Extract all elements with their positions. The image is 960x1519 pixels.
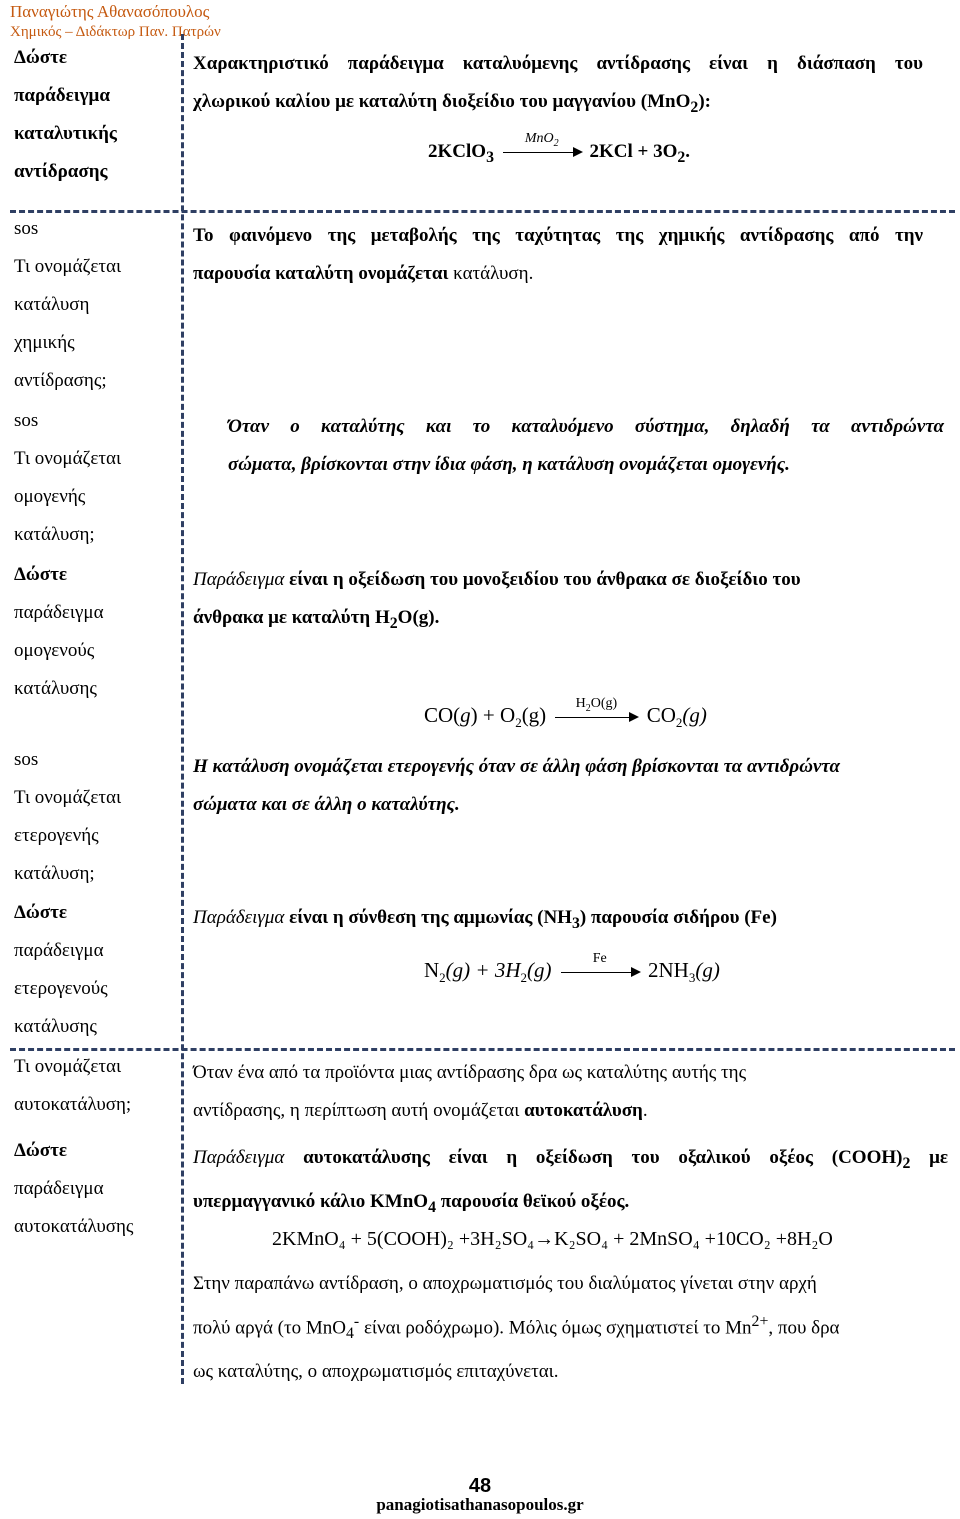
equation-co-oxidation: $CO(g) + O_2(g)$ $H_2O(g)$ $CO_2(g)$ [424,695,707,731]
answer-homogeneous-example: Παράδειγμα είναι η οξείδωση του μονοξειδίου του άνθρακα σε διοξείδιο του άνθρακα με καταλύτη $H_2O(g)$. [193,569,801,632]
footer-website: panagiotisathanasopoulos.gr [376,1495,584,1514]
answer-autocatalysis-example: Παράδειγμα αυτοκατάλυσης είναι η οξείδωση του οξαλικού οξέος $(COOH)_2$ με υπερμαγγανικό κάλιο KMnO$_4$ παρουσία θεϊκού οξέος. [193,1147,948,1216]
answer-catalytic-example: Χαρακτηριστικό παράδειγμα καταλυόμενης αντίδρασης είναι η διάσπαση του χλωρικού καλίου με καταλύτη διοξείδιο του μαγγανίου (MnO$_2$): [193,53,923,116]
author-position: Χημικός – Διδάκτωρ Παν. Πατρών [10,24,221,40]
equation-oxalic-oxidation: 2KMnO₄ + 5(COOH)₂ +3H₂SO₄→K₂SO₄ + 2MnSO₄ +10CO₂ +8H₂O [272,1228,833,1250]
equation-ammonia-synthesis: $N_2(g) + 3H_2(g)$ Fe $2NH_3(g)$ [424,950,720,986]
author-name: Παναγιώτης Αθανασόπουλος [10,2,210,21]
question-catalysis-definition: sos Τι ονομάζεται κατάλυση χημικής αντίδρασης; [14,218,122,391]
question-heterogeneous-definition: sos Τι ονομάζεται ετερογενής κατάλυση; [14,749,122,884]
page-number: 48 [468,1475,492,1497]
column-divider [181,34,184,1384]
answer-autocatalysis-definition: Όταν ένα από τα προϊόντα μιας αντίδρασης δρα ως καταλύτης αυτής της αντίδρασης, η περίπτωση αυτή ονομάζεται αυτοκατάλυση. [193,1062,747,1121]
page-header [10,2,221,42]
question-autocatalysis-definition: Τι ονομάζεται αυτοκατάλυση; [14,1056,132,1115]
question-heterogeneous-example: Δώστε παράδειγμα ετερογενούς κατάλυσης [14,902,108,1037]
answer-heterogeneous-definition: Η κατάλυση ονομάζεται ετερογενής όταν σε άλλη φάση βρίσκονται τα αντιδρώντα σώματα και σε άλλη ο καταλύτης. [193,756,841,815]
answer-autocatalysis-explanation: Στην παραπάνω αντίδραση, ο αποχρωματισμός του διαλύματος γίνεται στην αρχή πολύ αργά (το MnO$_4$- είναι ροδόχρωμο). Μόλις όμως σχηματιστεί το $Mn^{2+}$, που δρα ως καταλύτης, ο αποχρωματισμός επιταχύνεται. [193,1273,840,1383]
question-catalytic-example: Δώστε παράδειγμα καταλυτικής αντίδρασης [14,47,117,182]
answer-heterogeneous-example: Παράδειγμα είναι η σύνθεση της αμμωνίας $(NH_3)$ παρουσία σιδήρου (Fe) [193,907,777,932]
equation-kclo3-decomposition: 2KClO$_3$ MnO$_2$ $2KCl + 3O_2$. [428,131,691,166]
question-homogeneous-definition: sos Τι ονομάζεται ομογενής κατάλυση; [14,410,122,545]
answer-homogeneous-definition: Όταν ο καταλύτης και το καταλυόμενο σύστημα, δηλαδή τα αντιδρώντα σώματα, βρίσκονται στην ίδια φάση, η κατάλυση ονομάζεται ομογενής. [228,416,944,475]
answer-catalysis-definition: Το φαινόμενο της μεταβολής της ταχύτητας της χημικής αντίδρασης από την παρουσία καταλύτη ονομάζεται κατάλυση. [193,225,923,284]
question-autocatalysis-example: Δώστε παράδειγμα αυτοκατάλυσης [14,1140,134,1237]
question-homogeneous-example: Δώστε παράδειγμα ομογενούς κατάλυσης [14,564,104,699]
